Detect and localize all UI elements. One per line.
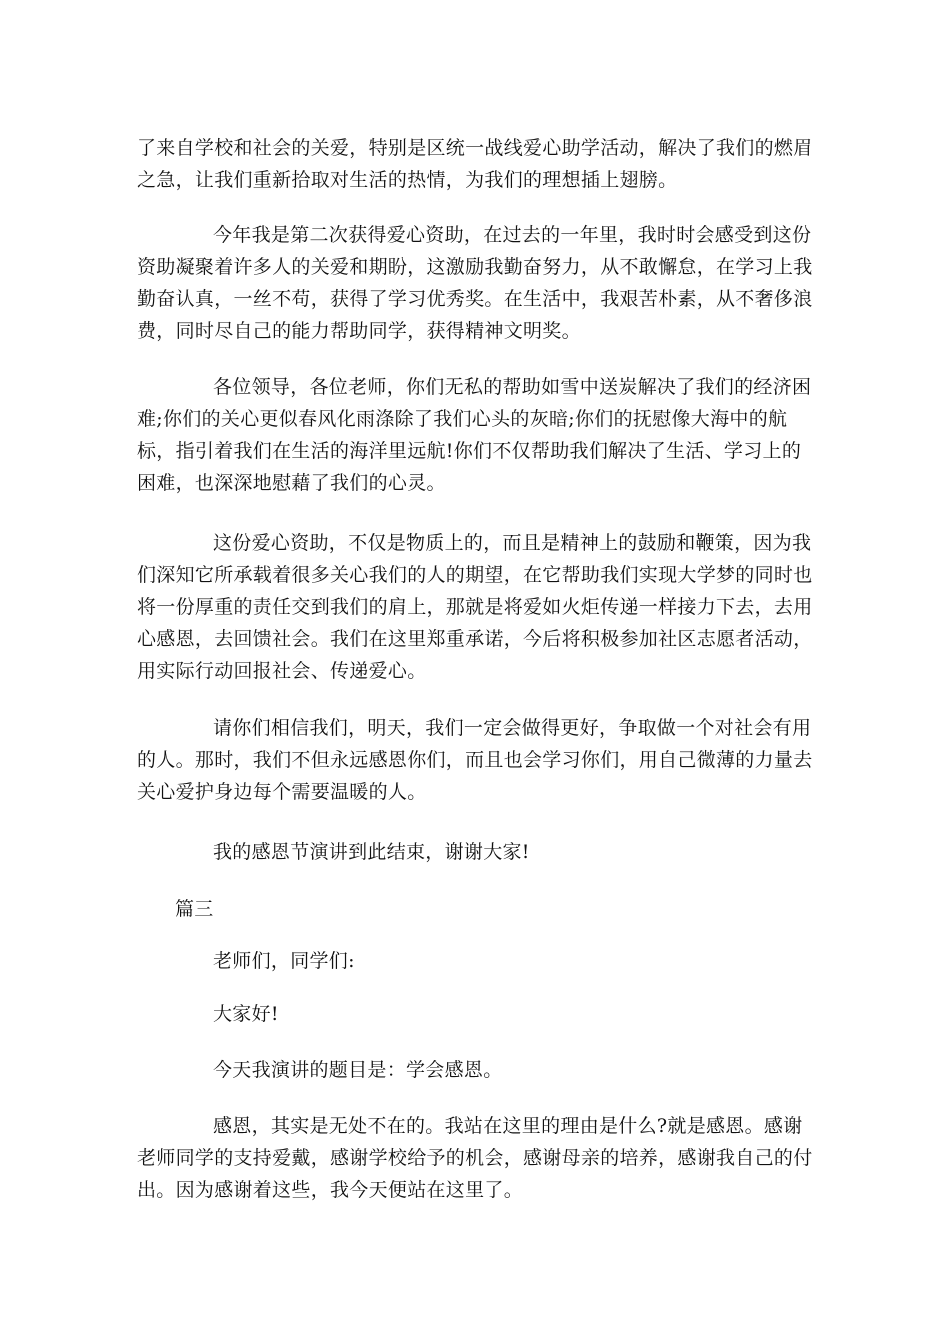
section-heading: 篇三	[175, 898, 214, 920]
salutation: 老师们，同学们:	[213, 950, 355, 972]
paragraph-5: 请你们相信我们，明天，我们一定会做得更好，争取做一个对社会有用的人。那时，我们不但永远感恩你们，而且也会学习你们，用自己微薄的力量去关心爱护身边每个需要温暖的人。	[137, 717, 813, 803]
paragraph-4: 这份爱心资助，不仅是物质上的，而且是精神上的鼓励和鞭策，因为我们深知它所承载着很多关心我们的人的期望，在它帮助我们实现大学梦的同时也将一份厚重的责任交到我们的肩上，那就是将爱如火炬传递一样接力下去，去用心感恩，去回馈社会。我们在这里郑重承诺，今后将积极参加社区志愿者活动，用实际行动回报社会、传递爱心。	[137, 532, 813, 682]
greeting: 大家好!	[213, 1003, 279, 1025]
paragraph-final: 感恩，其实是无处不在的。我站在这里的理由是什么?就是感恩。感谢老师同学的支持爱戴，感谢学校给予的机会，感谢母亲的培养，感谢我自己的付出。因为感谢着这些，我今天便站在这里了。	[137, 1115, 813, 1201]
paragraph-2: 今年我是第二次获得爱心资助，在过去的一年里，我时时会感受到这份资助凝聚着许多人的关爱和期盼，这激励我勤奋努力，从不敢懈怠，在学习上我勤奋认真，一丝不苟，获得了学习优秀奖。在生活中，我艰苦朴素，从不奢侈浪费，同时尽自己的能力帮助同学，获得精神文明奖。	[137, 224, 813, 342]
paragraph-1: 了来自学校和社会的关爱，特别是区统一战线爱心助学活动，解决了我们的燃眉之急，让我们重新拾取对生活的热情，为我们的理想插上翅膀。	[137, 137, 813, 191]
closing-line: 我的感恩节演讲到此结束，谢谢大家!	[213, 841, 530, 863]
speech-topic: 今天我演讲的题目是：学会感恩。	[213, 1059, 503, 1081]
paragraph-3: 各位领导，各位老师，你们无私的帮助如雪中送炭解决了我们的经济困难;你们的关心更似春风化雨涤除了我们心头的灰暗;你们的抚慰像大海中的航标，指引着我们在生活的海洋里远航!你们不仅帮助我们解决了生活、学习上的困难，也深深地慰藉了我们的心灵。	[137, 376, 812, 494]
